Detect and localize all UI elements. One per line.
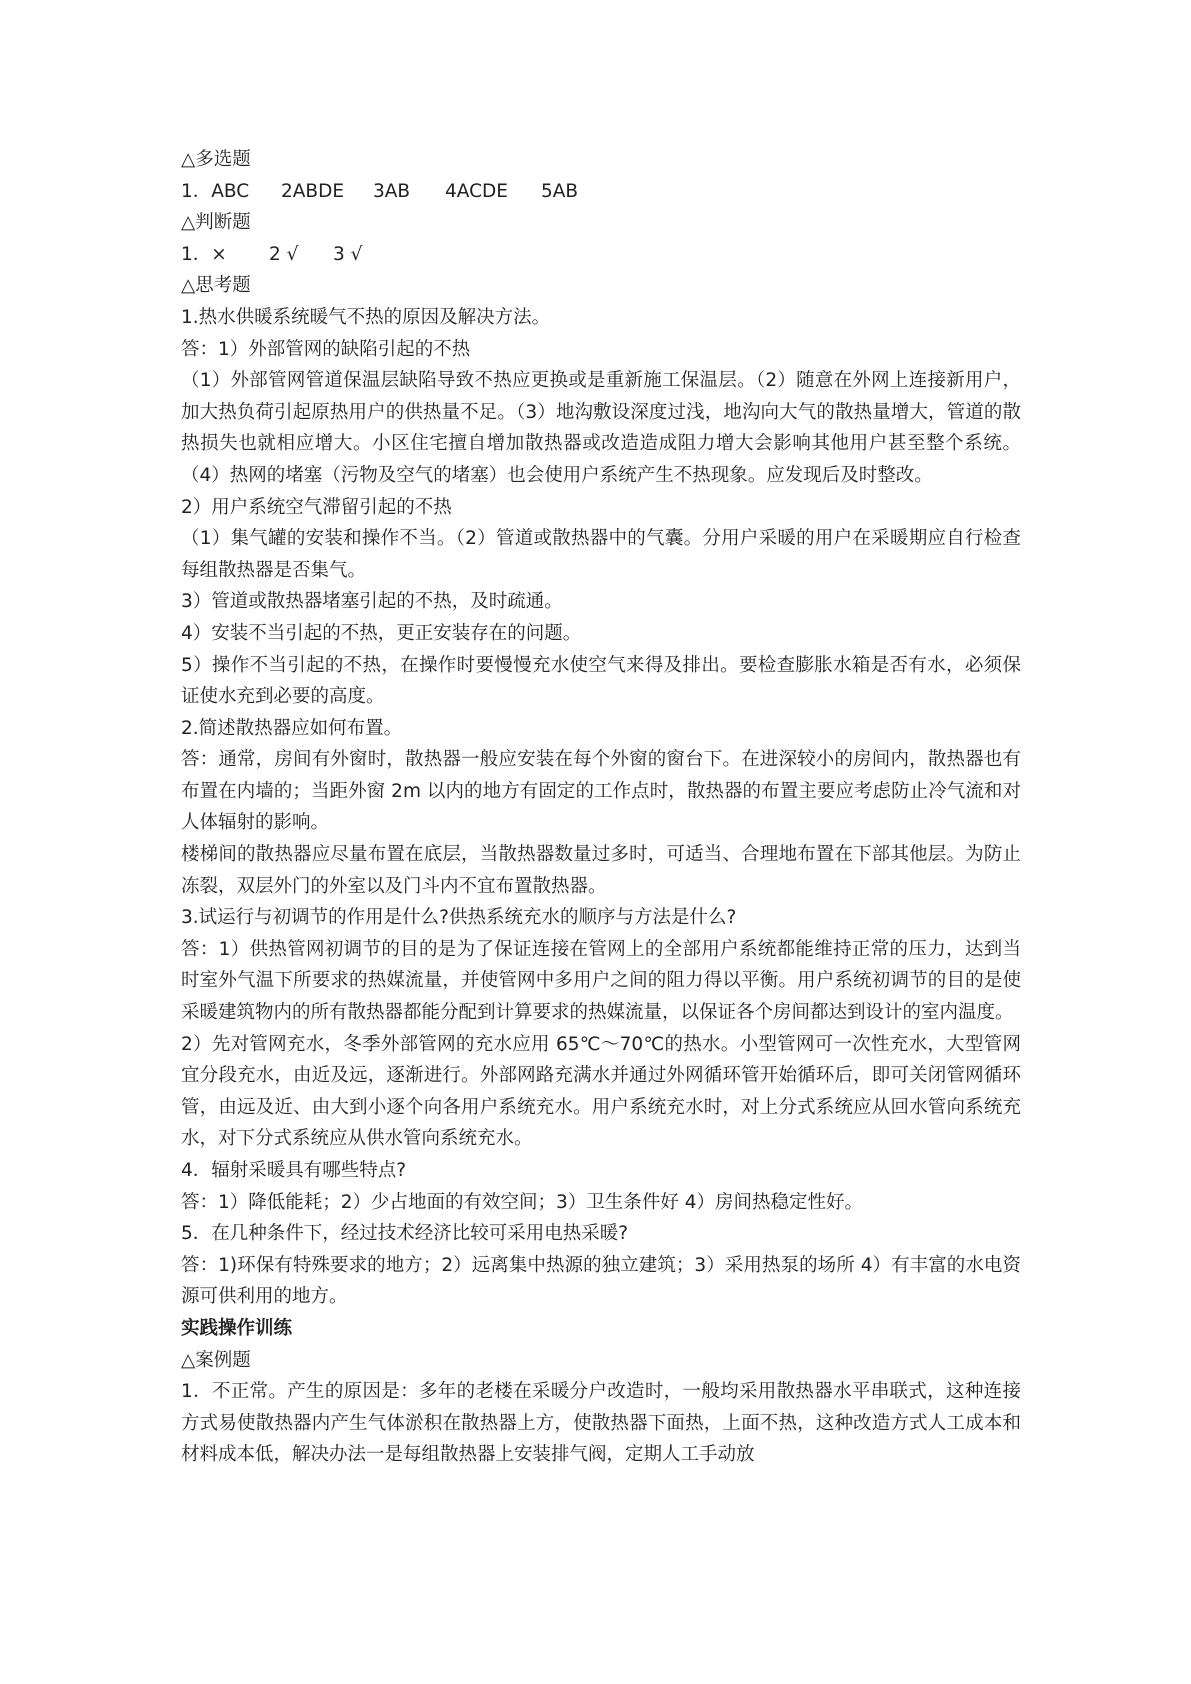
question-3-answer-para-2: 2）先对管网充水，冬季外部管网的充水应用 65℃～70℃的热水。小型管网可一次性充水，大型管网宜分段充水，由近及远，逐渐进行。外部网路充满水并通过外网循环管开始循环后，即可关闭管网循环管，由远及近、由大到小逐个向各用户系统充水。用户系统充水时，对上分式系统应从回水管向系统充水，对下分式系统应从供水管向系统充水。 <box>181 1033 1021 1150</box>
case-answer: 1．不正常。产生的原因是：多年的老楼在采暖分户改造时，一般均采用散热器水平串联式，这种连接方式易使散热器内产生气体淤积在散热器上方，使散热器下面热，上面不热，这种改造方式人工成本和材料成本低，解决办法一是每组散热器上安装排气阀，定期人工手动放 <box>181 1381 1021 1466</box>
question-1-title: 1.热水供暖系统暖气不热的原因及解决方法。 <box>181 306 551 328</box>
multi-choice-answers <box>181 176 1021 208</box>
question-3-answer-para-1: 答：1）供热管网初调节的目的是为了保证连接在管网上的全部用户系统都能维持正常的压力，达到当时室外气温下所要求的热媒流量，并使管网中多用户之间的阻力得以平衡。用户系统初调节的目的是使采暖建筑物内的所有散热器都能分配到计算要求的热媒流量，以保证各个房间都达到设计的室内温度。 <box>181 938 1021 1024</box>
question-1-answer-2-body: （1）集气罐的安装和操作不当。（2）管道或散热器中的气囊。分用户采暖的用户在采暖期应自行检查每组散热器是否集气。 <box>181 528 1021 581</box>
practice-heading: 实践操作训练 <box>181 1317 293 1339</box>
question-5-answer: 答：1)环保有特殊要求的地方；2）远离集中热源的独立建筑；3）采用热泵的场所 4）有丰富的水电资源可供利用的地方。 <box>181 1254 1021 1308</box>
question-1-answer-1-body: （1）外部管网管道保温层缺陷导致不热应更换或是重新施工保温层。（2）随意在外网上连接新用户，加大热负荷引起原热用户的供热量不足。（3）地沟敷设深度过浅，地沟向大气的散热量增大，管道的散热损失也就相应增大。小区住宅擅自增加散热器或改造造成阻力增大会影响其他用户甚至整个系统。（4）热网的堵塞（污物及空气的堵塞）也会使用户系统产生不热现象。应发现后及时整改。 <box>181 370 1021 486</box>
question-1-answer-5: 5）操作不当引起的不热，在操作时要慢慢充水使空气来得及排出。要检查膨胀水箱是否有水，必须保证使水充到必要的高度。 <box>181 654 1021 708</box>
judge-heading: △判断题 <box>181 212 251 234</box>
question-2-title: 2.简述散热器应如何布置。 <box>181 717 403 739</box>
question-5-title: 5．在几种条件下，经过技术经济比较可采用电热采暖? <box>181 1223 629 1245</box>
multi-answer-1: 1．ABC <box>181 180 250 202</box>
question-4-answer: 答：1）降低能耗；2）少占地面的有效空间；3）卫生条件好 4）房间热稳定性好。 <box>181 1191 863 1213</box>
question-2-answer-para-1: 答：通常，房间有外窗时，散热器一般应安装在每个外窗的窗台下。在进深较小的房间内，散热器也有布置在内墙的；当距外窗 2m 以内的地方有固定的工作点时，散热器的布置主要应考虑防止冷气流和对人体辐射的影响。 <box>181 749 1021 834</box>
judge-answer-2: 2 √ <box>269 243 299 265</box>
judge-answer-1: 1．× <box>181 243 227 265</box>
multi-answer-4: 4ACDE <box>445 180 508 202</box>
question-1-answer-3: 3）管道或散热器堵塞引起的不热，及时疏通。 <box>181 591 563 613</box>
multi-answer-3: 3AB <box>373 180 411 202</box>
document-page <box>181 144 1021 1471</box>
judge-answers <box>181 239 1021 271</box>
question-1-answer-2-title: 2）用户系统空气滞留引起的不热 <box>181 496 452 518</box>
question-4-title: 4．辐射采暖具有哪些特点? <box>181 1160 407 1181</box>
case-heading: △案例题 <box>181 1349 251 1371</box>
multi-choice-heading: △多选题 <box>181 149 251 170</box>
multi-answer-5: 5AB <box>541 180 579 202</box>
question-2-answer-para-2: 楼梯间的散热器应尽量布置在底层，当散热器数量过多时，可适当、合理地布置在下部其他层。为防止冻裂，双层外门的外室以及门斗内不宜布置散热器。 <box>181 844 1021 897</box>
question-1-answer-4: 4）安装不当引起的不热，更正安装存在的问题。 <box>181 622 582 644</box>
question-1-answer-1-title: 答：1）外部管网的缺陷引起的不热 <box>181 338 471 360</box>
question-3-title: 3.试运行与初调节的作用是什么?供热系统充水的顺序与方法是什么? <box>181 907 737 929</box>
judge-answer-3: 3 √ <box>333 243 363 265</box>
think-heading: △思考题 <box>181 275 251 297</box>
multi-answer-2: 2ABDE <box>281 180 345 202</box>
